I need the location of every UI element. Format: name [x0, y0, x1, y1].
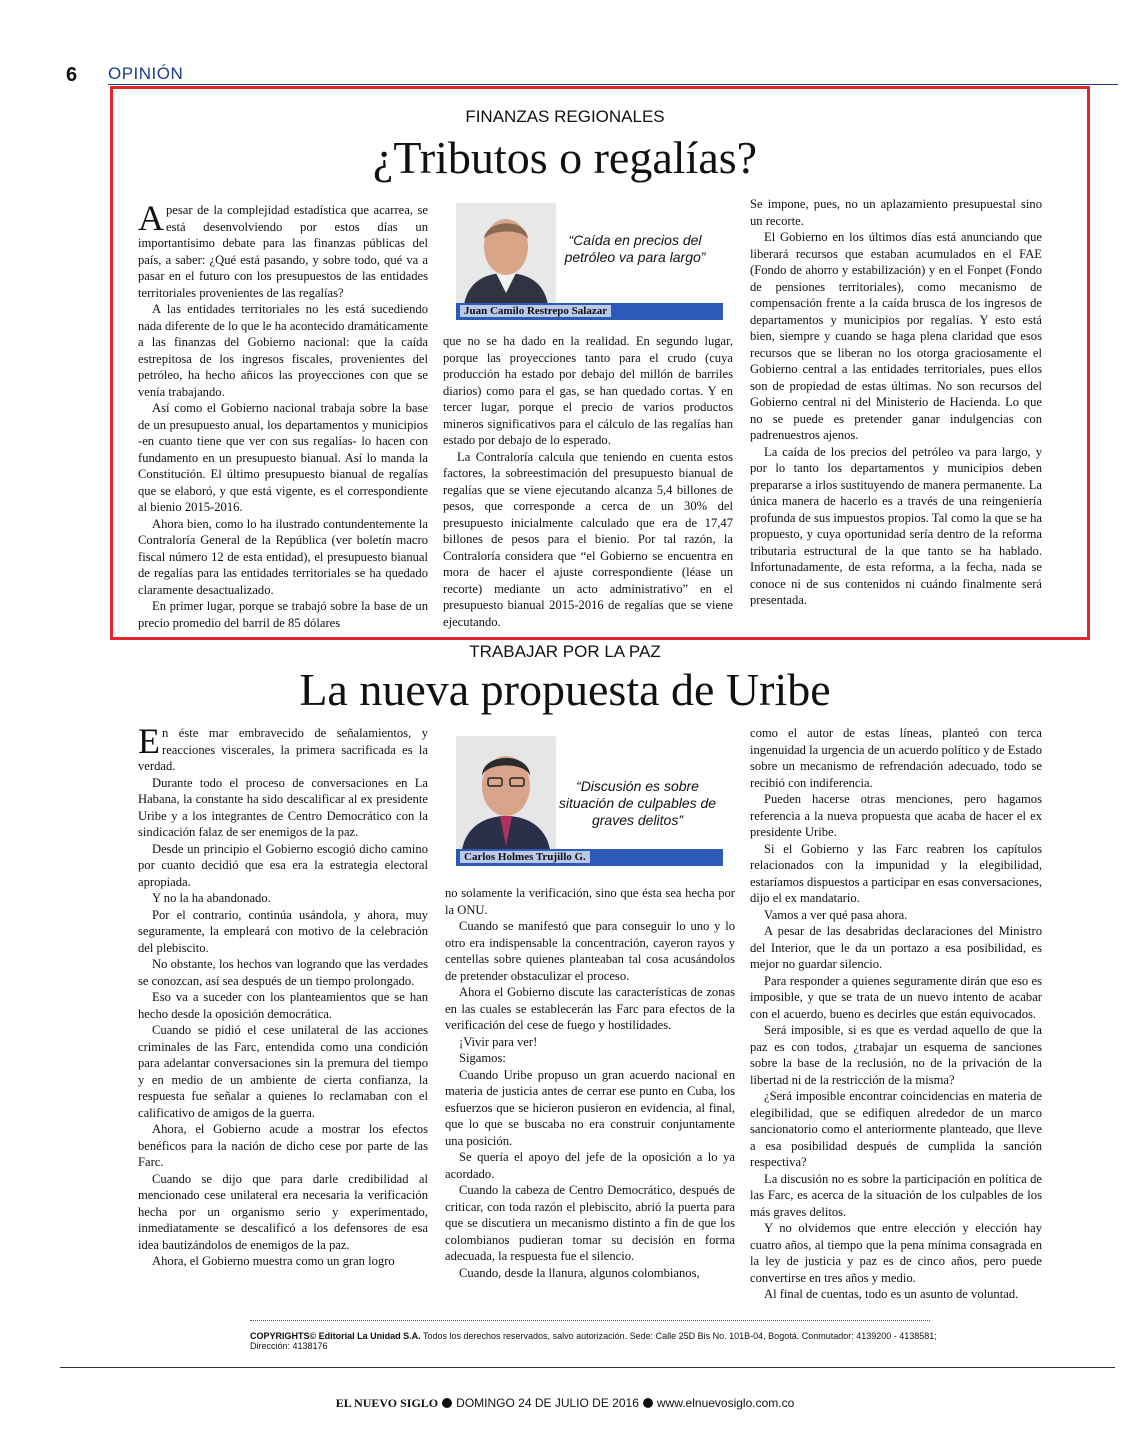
paragraph: No obstante, los hechos van logrando que las verdades se conozcan, así sea después de un tiempo prolongado. [138, 957, 428, 988]
footer-date: DOMINGO 24 DE JULIO DE 2016 [456, 1396, 639, 1410]
paragraph: La discusión no es sobre la participación en política de las Farc, es acerca de la situación de los culpables de los más graves delitos. [750, 1171, 1042, 1219]
article1-author: Juan Camilo Restrepo Salazar [460, 305, 611, 317]
author-portrait-2 [456, 736, 556, 850]
paragraph: A las entidades territoriales no les está sucediendo nada diferente de lo que le ha acontecido dramáticamente a las finanzas del Gobierno nacional: que la caída estrepitosa de los ingresos fiscales, provenientes del petróleo, ha hecho añicos las proyecciones con que se venía trabajando. [138, 302, 428, 399]
paragraph: que no se ha dado en la realidad. En segundo lugar, porque las proyecciones tanto para el crudo (cuya producción ha estado por debajo del millón de barriles diarios) como para el gas, se han quedado cortas. Y en tercer lugar, porque el precio de varios productos mineros significativos para el cálculo de las regalías han estado por debajo de lo esperado. [443, 334, 733, 447]
paragraph: Y no olvidemos que entre elección y elección hay cuatro años, al tiempo que la pena mínima consagrada en la ley de justicia y paz es de cinco años, pero puede convertirse en tres años y medio. [750, 1221, 1042, 1285]
article1-column-3 [750, 196, 1042, 609]
paragraph: Ahora, el Gobierno muestra como un gran logro [152, 1254, 395, 1268]
article2-column-2 [445, 885, 735, 1281]
paragraph: Al final de cuentas, todo es un asunto de voluntad. [764, 1287, 1019, 1301]
paragraph: La Contraloría calcula que teniendo en cuenta estos factores, la sobreestimación del presupuesto bianual de regalías que se viene ejecutando alcanza 5,4 billones de pesos, que corresponde a cerca de un 30% del presupuesto inicialmente calculado que era de 17,47 billones de pesos para el bienio. Por tal razón, la Contraloría considera que “el Gobierno se encuentra en mora de hacer el ajuste correspondiente (léase un recorte) mediante un acto administrativo” en el presupuesto bianual 2015-2016 de regalías que se viene ejecutando. [443, 449, 733, 629]
paragraph: Pueden hacerse otras menciones, pero hagamos referencia a la nueva propuesta que acaba de hacer el ex presidente Uribe. [750, 792, 1042, 839]
paragraph: Eso va a suceder con los planteamientos que se han hecho desde la oposición democrática. [138, 990, 428, 1021]
paragraph: En primer lugar, porque se trabajó sobre la base de un precio promedio del barril de 85 dólares [138, 599, 428, 630]
article1-kicker: FINANZAS REGIONALES [465, 107, 665, 126]
article2-quote: “Discusión es sobre situación de culpables de graves delitos” [558, 778, 717, 828]
paragraph: Se quería el apoyo del jefe de la oposición a lo ya acordado. [445, 1150, 735, 1181]
paragraph: El Gobierno en los últimos días está anunciando que liberará recursos que estaban acumulados en el FAE (Fondo de ahorro y estabilización) y en el Fonpet (Fondo de pensiones territoriales), como mecanismo de compensación frente a la caída brusca de los ingresos de departamentos y municipios por regalías. Y esto está bien, siempre y cuando se haga plena claridad que esos recursos que se liberan no los otorga graciosamente el Gobierno central a las entidades territoriales, pues ellos son de propiedad de estas últimas. No son recursos del Gobierno central ni del Ministerio de Hacienda. Lo que no se puede es pretender ganar indulgencias con padrenuestros ajenos. [750, 230, 1042, 442]
paragraph: Desde un principio el Gobierno escogió dicho camino por cuanto decidió que esa era la estrategia electoral apropiada. [138, 841, 428, 889]
paragraph: Cuando se manifestó que para conseguir lo uno y lo otro era indispensable la concentración, cayeron rayos y centellas sobre quienes planteaban tal cosa acusándolos de pretender obstaculizar el proceso. [445, 919, 735, 983]
article1-column-2 [443, 333, 733, 630]
paragraph: Así como el Gobierno nacional trabaja sobre la base de un presupuesto anual, los departamentos y municipios -en cuanto tiene que ver con sus regalías- lo hacen con fundamento en un presupuesto bianual. Así lo manda la Constitución. El último presupuesto bianual de regalías que se elaboró, y que está vigente, es el correspondiente al bienio 2015-2016. [138, 401, 428, 514]
drop-cap: A [138, 198, 164, 238]
article2-column-1 [138, 721, 428, 1270]
paragraph: Cuando, desde la llanura, algunos colombianos, [459, 1265, 700, 1280]
paragraph: Ahora bien, como lo ha ilustrado contundentemente la Contraloría General de la República (ver boletín macro fiscal número 12 de esta entidad), el presupuesto bianual de regalías para las entidades territoriales se ha quedado claramente desactualizado. [138, 516, 428, 597]
article2-author: Carlos Holmes Trujillo G. [460, 851, 590, 863]
drop-cap: E [138, 721, 160, 761]
paragraph: Sigamos: [459, 1051, 506, 1065]
article1-column-1 [138, 198, 428, 631]
bullet-icon [643, 1398, 653, 1408]
paragraph: Cuando se dijo que para darle credibilidad al mencionado cese unilateral era necesaria la verificación hecha por un organismo serio y experimentado, inmediatamente se descalificó a los defensores de esa idea bautizándolos de enemigos de la paz. [138, 1171, 428, 1252]
section-label: OPINIÓN [108, 64, 184, 83]
copyright-label: COPYRIGHTS© Editorial La Unidad S.A. [250, 1331, 421, 1341]
article1-author-bar [456, 303, 723, 320]
article2-column-3 [750, 725, 1042, 1303]
paragraph: ¡Vivir para ver! [459, 1034, 538, 1049]
paragraph: Ahora, el Gobierno acude a mostrar los efectos benéficos para la nación de dicho cese por parte de las Farc. [138, 1122, 428, 1169]
copyright-text: Todos los derechos reservados, salvo autorización. Sede: Calle 25D Bis No. 101B-04, Bogotá. Conmutador: 4139200 - 4138581; Dirección: 4138176 [250, 1331, 937, 1351]
paragraph: ¿Será imposible encontrar coincidencias en materia de elegibilidad, que se edifiquen alrededor de un marco sancionatorio como el anteriormente planteado, que lleve a esa posibilidad después de cumplida la sanción respectiva? [750, 1089, 1042, 1169]
paragraph: Cuando la cabeza de Centro Democrático, después de criticar, con toda razón el plebiscito, abrió la puerta para que se discutiera un mecanismo distinto a fin de que los colombianos pudieran tomar su decisión en forma adecuada, la respuesta fue el silencio. [445, 1183, 735, 1263]
paragraph: En éste mar embravecido de señalamientos, y reacciones viscerales, la primera sacrificada es la verdad. [138, 721, 428, 773]
footer [0, 1396, 1130, 1411]
article2-title: La nueva propuesta de Uribe [299, 664, 831, 715]
paragraph: Para responder a quienes seguramente dirán que eso es imposible, y que se trata de un nuevo intento de acabar con el acuerdo, bueno es decirles que están equivocados. [750, 973, 1042, 1021]
paragraph: Durante todo el proceso de conversaciones en La Habana, la constante ha sido descalificar al ex presidente Uribe y a los integrantes de Centro Democrático con la sindicación falaz de ser enemigos de la paz. [138, 775, 428, 839]
paragraph: Ahora el Gobierno discute las características de zonas en las cuales se establecerán las Farc para efectos de la verificación del cese de fuego y hostilidades. [445, 985, 735, 1032]
paragraph: Si el Gobierno y las Farc reabren los capítulos relacionados con la impunidad y la elegibilidad, estaríamos dispuestos a participar en esas conversaciones, dijo el ex mandatario. [750, 841, 1043, 905]
paragraph: A pesar de la complejidad estadística que acarrea, se está desenvolviendo por estos días un importantísimo debate para las finanzas públicas del país, a saber: ¿Qué está pasando, y sobre todo, qué va a pasar en el futuro con los presupuestos de las entidades territoriales provenientes de las regalías? [138, 198, 428, 300]
paragraph: Cuando se pidió el cese unilateral de las acciones criminales de las Farc, entendida como una condición para adelantar conversaciones sin la premura del tiempo y en medio de un ambiente de cierta confianza, la respuesta fue señalar a quienes lo reclamaban con el calificativo de amigos de la guerra. [138, 1023, 428, 1120]
footer-rule [60, 1367, 1115, 1368]
paragraph: como el autor de estas líneas, planteó con terca ingenuidad la urgencia de un acuerdo político y de Estado sobre un mecanismo de refrendación adecuado, todo se recibió con indiferencia. [750, 726, 1042, 790]
footer-paper: EL NUEVO SIGLO [335, 1396, 439, 1410]
paragraph: Por el contrario, continúa usándola, y ahora, muy seguramente, la empleará con motivo de la celebración del plebiscito. [138, 907, 428, 955]
paragraph: Cuando Uribe propuso un gran acuerdo nacional en materia de justicia antes de cerrar ese punto en Cuba, los esfuerzos que se hicieron pusieron en evidencia, al final, que lo que se buscaba no era construir conjuntamente una posición. [445, 1067, 735, 1148]
author-portrait-1 [456, 203, 556, 305]
paragraph: La caída de los precios del petróleo va para largo, y por lo tanto los departamentos y municipios deben prepararse a irlos sustituyendo de manera permanente. La única manera de hacerlo es a través de una reingeniería profunda de sus impuestos propios. Tal como la que se ha propuesto, y cuya oportunidad sería dentro de la reforma tributaria estructural de la que tanto se ha hablado. Infortunadamente, de esta reforma, a la fecha, nada se conoce ni de sus contenidos ni cuándo finalmente será presentada. [750, 444, 1042, 607]
article1-title: ¿Tributos o regalías? [372, 132, 758, 183]
paragraph: Y no la ha abandonado. [152, 891, 271, 905]
dotted-separator [250, 1320, 930, 1321]
paragraph: Vamos a ver qué pasa ahora. [764, 907, 908, 922]
article1-quote: “Caída en precios del petróleo va para largo” [564, 232, 706, 265]
header-rule [108, 84, 1118, 85]
paragraph: no solamente la verificación, sino que ésta sea hecha por la ONU. [445, 886, 735, 917]
copyright-line [250, 1331, 950, 1351]
article2-kicker: TRABAJAR POR LA PAZ [469, 642, 661, 661]
article2-author-bar [456, 849, 723, 866]
paragraph: A pesar de las desabridas declaraciones del Ministro del Interior, que le da un portazo a esa posibilidad, es mejor no guardar silencio. [750, 924, 1042, 971]
footer-url: www.elnuevosiglo.com.co [656, 1396, 795, 1410]
bullet-icon [442, 1398, 452, 1408]
page-number: 6 [66, 64, 78, 86]
paragraph: Se impone, pues, no un aplazamiento presupuestal sino un recorte. [750, 197, 1042, 228]
paragraph: Será imposible, si es que es verdad aquello de que la paz es con todos, ¿trabajar un esquema de sanciones sobre la base de la reclusión, no de la privación de la libertad ni de la restricción de la misma? [750, 1023, 1042, 1087]
